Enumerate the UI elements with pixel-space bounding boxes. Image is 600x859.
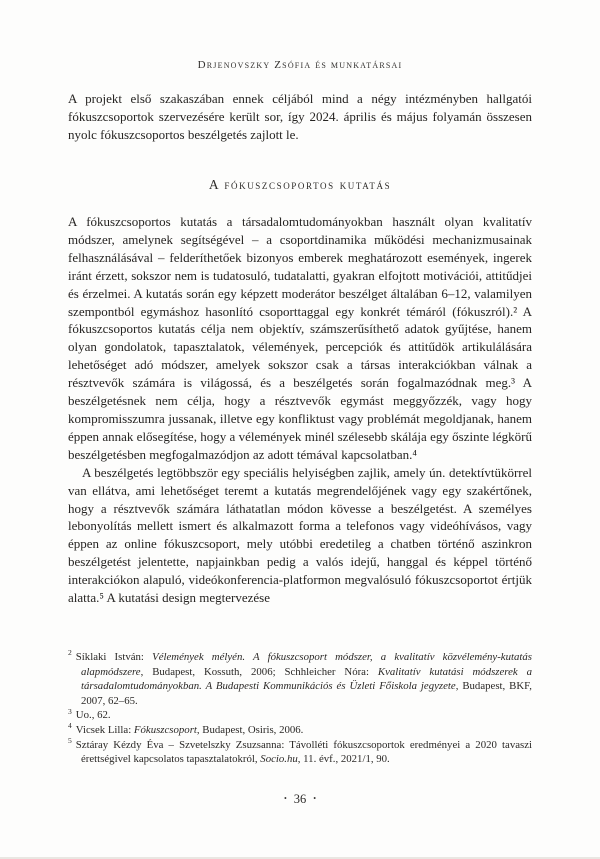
- footnote-item: [68, 735, 532, 767]
- footnote-marker: 3: [68, 706, 72, 716]
- page-number-bullet-left: •: [283, 793, 287, 803]
- footnote-text-segment: Socio.hu: [260, 753, 298, 766]
- footnote-item: [68, 650, 532, 708]
- body-paragraph-2: A beszélgetés legtöbbször egy speciális helyiségben zajlik, amely ún. detektívtükörrel van ellátva, ami lehetőséget teremt a kutatás megrendelőjének vagy egy szakértőnek, hogy a résztvevők számára láthatatlan módon kövesse a beszélgetést. A személyes lebonyolítás mellett ismert és alkalmazott forma a telefonos vagy videóhívásos, vagy éppen az online fókuszcsoport, mely utóbbi eredetileg a chatben történő aszinkron beszélgetést jelentette, napjainkban pedig a valós idejű, hanggal és képpel történő interakciókon alapuló, videókonferencia-platformon megvalósuló fókuszcsoportot értjük alatta.⁵ A kutatási design megtervezése: [68, 464, 532, 606]
- section-heading: A fókuszcsoportos kutatás: [208, 177, 392, 192]
- footnote-item: [68, 708, 532, 723]
- footnote-text-segment: Fókuszcsoport: [133, 723, 197, 736]
- footnotes: [68, 650, 532, 767]
- intro-paragraph: A projekt első szakaszában ennek céljából mind a négy intézményben hallgatói fókuszcsoportok szervezésére került sor, így 2024. április és május folyamán összesen nyolc fókuszcsoportos beszélgetés zajlott le.: [68, 91, 532, 143]
- body-paragraph-1: A fókuszcsoportos kutatás a társadalomtudományokban használt olyan kvalitatív módszer, amelynek segítségével – a csoportdinamika működési mechanizmusainak felhasználásával – felderíthetőek bizonyos emberek meghatározott események, ingerek iránt érzett, sokszor nem is tudatosuló, tudatalatti, gyakran elfojtott motivációi, attitűdjei és érzelmei. A kutatás során egy képzett moderátor beszélget általában 6–12, valamilyen szempontból egymáshoz hasonlító csoporttaggal egy konkrét témáról (fókuszról).² A fókuszcsoportos kutatás célja nem objektív, számszerűsíthető adatok gyűjtése, hanem olyan gondolatok, tapasztalatok, vélemények, percepciók és attitűdök artikulálására lehetőséget adó módszer, amelyek sokszor csak a társas interakciókban válnak a résztvevők számára is világossá, és a beszélgetés során fogalmazódnak meg.³ A beszélgetésnek nem célja, hogy a résztvevők egymást meggyőzzék, vagy hogy kompromisszumra jussanak, illetve egy konfliktust vagy problémát megoldjanak, hanem éppen annak elősegítése, hogy a vélemények minél szélesebb skálája egy őszinte légkörű beszélgetésben megfogalmazódjon az adott témával kapcsolatban.⁴: [68, 214, 532, 462]
- footnote-text-segment: , Budapest, Kossuth, 2006; Schhleicher Nóra:: [140, 665, 378, 678]
- footnote-text-segment: Síklaki István:: [75, 651, 153, 663]
- footnote-text-segment: , Budapest, Osiris, 2006.: [196, 723, 304, 736]
- footnote-text-segment: , 11. évf., 2021/1, 90.: [297, 753, 390, 766]
- footnote-text-segment: , Budapest, BKF, 2007, 62–65.: [81, 680, 532, 707]
- footnote-marker: 4: [68, 721, 72, 731]
- footnote-text-segment: Uo., 62.: [75, 709, 111, 722]
- footnote-text-segment: Vélemények mélyén. A fókuszcsoport módszer, a kvalitatív közvélemény-kutatás alapmódszere: [81, 651, 532, 678]
- footnote-marker: 5: [68, 735, 72, 745]
- running-header: Drjenovszky Zsófia és munkatársai: [197, 59, 403, 71]
- footnote-text-segment: Sztáray Kézdy Éva – Szvetelszky Zsuzsanna: Távolléti fókuszcsoportok eredményei a 2020 tavaszi érettségivel kapcsolatos tapasztalatokról,: [75, 738, 532, 766]
- footnote-text-segment: Vicsek Lilla:: [75, 723, 134, 736]
- page-number: [0, 792, 600, 807]
- page-number-value: 36: [293, 792, 307, 806]
- body-text: [68, 213, 532, 647]
- footnote-item: [68, 723, 532, 738]
- page-number-bullet-right: •: [313, 793, 317, 803]
- footnote-text-segment: Kvalitatív kutatási módszerek a társadalomtudományokban. A Budapesti Kommunikációs és Üzleti Főiskola jegyzete: [81, 665, 532, 693]
- footnote-marker: 2: [68, 648, 72, 658]
